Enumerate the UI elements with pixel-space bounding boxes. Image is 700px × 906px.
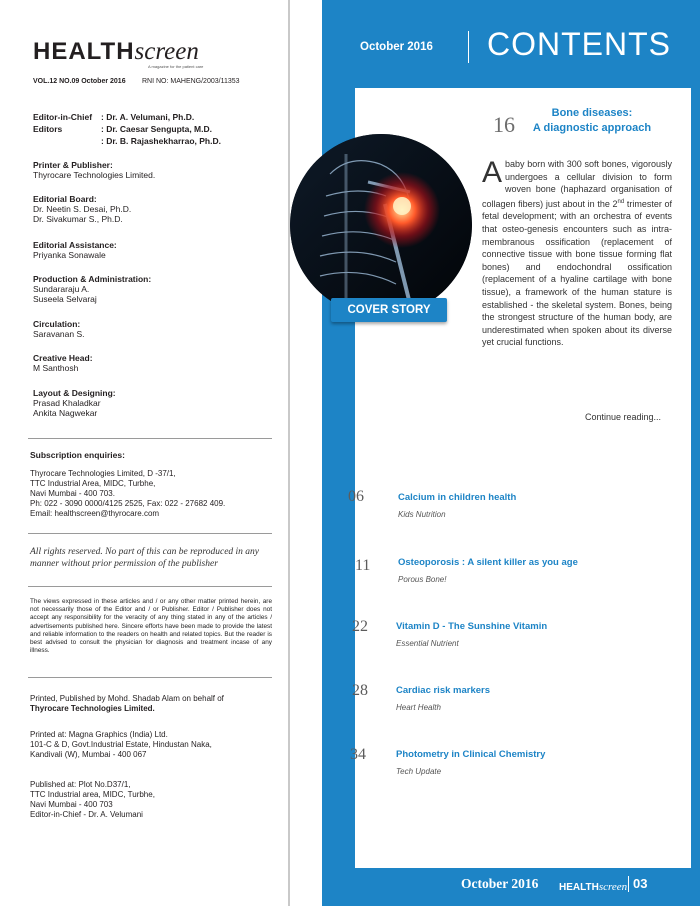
credit-line: Ankita Nagwekar [33,408,98,418]
credit-line: Prasad Khaladkar [33,398,101,408]
imprint-line: Printed at: Magna Graphics (India) Ltd. [30,730,168,739]
contents-heading: CONTENTS [487,26,671,62]
credit-line: Suseela Selvaraj [33,294,97,304]
entry-subtitle: Kids Nutrition [398,510,446,519]
published-by [30,694,224,714]
printed-at [30,730,212,760]
entry-title[interactable]: Osteoporosis : A silent killer as you age [398,557,578,568]
subscription-line: TTC Industrial Area, MIDC, Turbhe, [30,479,156,488]
credit-line: Dr. Neetin S. Desai, Ph.D. [33,204,132,214]
logo-screen: screen [134,38,199,65]
logo-tagline: A magazine for the patient care [148,64,204,69]
divider-rule [28,438,272,439]
divider-rule [28,677,272,678]
entry-title[interactable]: Calcium in children health [398,492,517,503]
credits-block [33,194,131,224]
credit-heading: Layout & Designing: [33,388,116,398]
divider-rule [28,586,272,587]
subscription-heading: Subscription enquiries: [30,450,125,460]
magazine-logo [33,38,199,66]
feature-title-line: Bone diseases: [551,107,633,119]
volume-info: VOL.12 NO.09 October 2016 [33,78,126,85]
footer-logo-screen: screen [598,881,628,893]
rights-notice: All rights reserved. No part of this can be reproduced in any manner without prior permission of the publisher [30,547,260,569]
credit-line: Sundararaju A. [33,284,90,294]
entry-subtitle: Essential Nutrient [396,639,459,648]
footer-logo-health: HEALTH [559,882,599,893]
published-at [30,780,155,820]
rni-number: RNI NO: MAHENG/2003/11353 [142,78,240,85]
imprint-line: Printed, Published by Mohd. Shadab Alam on behalf of [30,694,224,703]
credits-block [33,319,85,339]
entry-subtitle: Porous Bone! [398,575,447,584]
editor-name-2: : Dr. B. Rajashekharrao, Ph.D. [101,136,221,146]
imprint-line: Kandivali (W), Mumbai - 400 067 [30,750,147,759]
credits-block [33,388,116,418]
page-number: 03 [633,876,648,891]
imprint-line: TTC Industrial area, MIDC, Turbhe, [30,790,155,799]
entry-title[interactable]: Cardiac risk markers [396,685,491,696]
credit-heading: Production & Administration: [33,274,152,284]
imprint-line: Published at: Plot No.D37/1, [30,780,131,789]
entry-page-number: 11 [355,557,371,574]
credit-line: Priyanka Sonawale [33,250,106,260]
subscription-line: Ph: 022 - 3090 0000/4125 2525, Fax: 022 - 27682 409. [30,499,226,508]
subscription-line: Thyrocare Technologies Limited, D -37/1, [30,469,176,478]
credit-heading: Circulation: [33,319,81,329]
entry-subtitle: Heart Health [396,703,441,712]
disclaimer: The views expressed in these articles and / or any other matter printed herein, are not necessarily those of the Editor and / or Publisher. Editor / Publisher does not accept any responsibility for the veracity of any thing stated in any of the articles / advertisements published here. Sincere efforts have been made to provide the latest and reliable information to the readers on health and related topics. But the reader is best advised to consult the physician for diagnosis and treatment incase of any illness. [30,598,272,655]
credit-line: Saravanan S. [33,329,85,339]
editors-label: Editors [33,124,63,134]
credit-line: M Santhosh [33,363,79,373]
credit-heading: Editorial Assistance: [33,240,117,250]
credit-heading: Creative Head: [33,353,93,363]
feature-title-line: A diagnostic approach [532,122,652,134]
credits-block [33,274,151,304]
imprint-line: 101-C & D, Govt.Industrial Estate, Hindustan Naka, [30,740,212,749]
continue-reading-link[interactable]: Continue reading... [585,412,662,422]
footer-date: October 2016 [461,876,539,891]
credit-heading: Editorial Board: [33,194,97,204]
credits-block [33,240,117,260]
credit-line: Dr. Sivakumar S., Ph.D. [33,214,123,224]
cover-story-badge: COVER STORY [331,298,447,322]
entry-subtitle: Tech Update [396,767,442,776]
superscript: nd [617,198,625,205]
divider-rule [28,533,272,534]
dropcap: A [482,156,503,189]
editor-in-chief-name: : Dr. A. Velumani, Ph.D. [101,112,195,122]
article-body: baby born with 300 soft bones, vigorously undergoes a cellular division to form woven bone (haphazard organisation of collagen fibers) just about in the 2 [482,159,672,209]
feature-page-number: 16 [493,112,515,137]
imprint-line: Editor-in-Chief - Dr. A. Velumani [30,810,143,819]
footer-separator [628,876,629,892]
entry-page-number: 22 [352,618,368,635]
subscription-address [30,469,225,519]
imprint-line: Navi Mumbai - 400 703 [30,800,113,809]
subscription-email: Email: healthscreen@thyrocare.com [30,509,160,518]
cover-image [290,134,472,316]
credit-heading: Printer & Publisher: [33,160,113,170]
credits-block [33,160,155,180]
logo-health: HEALTH [33,38,135,65]
header-separator [468,31,469,63]
skeleton-shoulder-illustration [290,134,472,316]
entry-page-number: 28 [352,682,368,699]
entry-title[interactable]: Vitamin D - The Sunshine Vitamin [396,621,548,632]
editor-name-1: : Dr. Caesar Sengupta, M.D. [101,124,212,134]
page-gutter [288,0,290,906]
subscription-line: Navi Mumbai - 400 703. [30,489,115,498]
entry-page-number: 34 [350,746,366,763]
imprint-company: Thyrocare Technologies Limited. [30,704,155,713]
footer-logo [559,877,627,895]
entry-title[interactable]: Photometry in Clinical Chemistry [396,749,546,760]
feature-title[interactable] [527,106,657,136]
article-body: trimester of fetal development; with an orchestra of events that osteo-genesis encounters such as intra-membranous ossification (replacement of connective tissue with bone tissue forming flat bones) and endochondral ossification (replacement of a hyaline cartilage with bone tissue), a framework of the human stature is established - the skeletal system. Bones, being the strongest structure of the human body, are underestimated when spoken about its diverse yet crucial functions. [482,198,672,348]
editor-in-chief-label: Editor-in-Chief [33,112,93,122]
issue-date: October 2016 [360,41,433,53]
feature-article-text [482,158,672,349]
credits-block [33,353,93,373]
entry-page-number: 06 [348,488,364,505]
credit-line: Thyrocare Technologies Limited. [33,170,156,180]
